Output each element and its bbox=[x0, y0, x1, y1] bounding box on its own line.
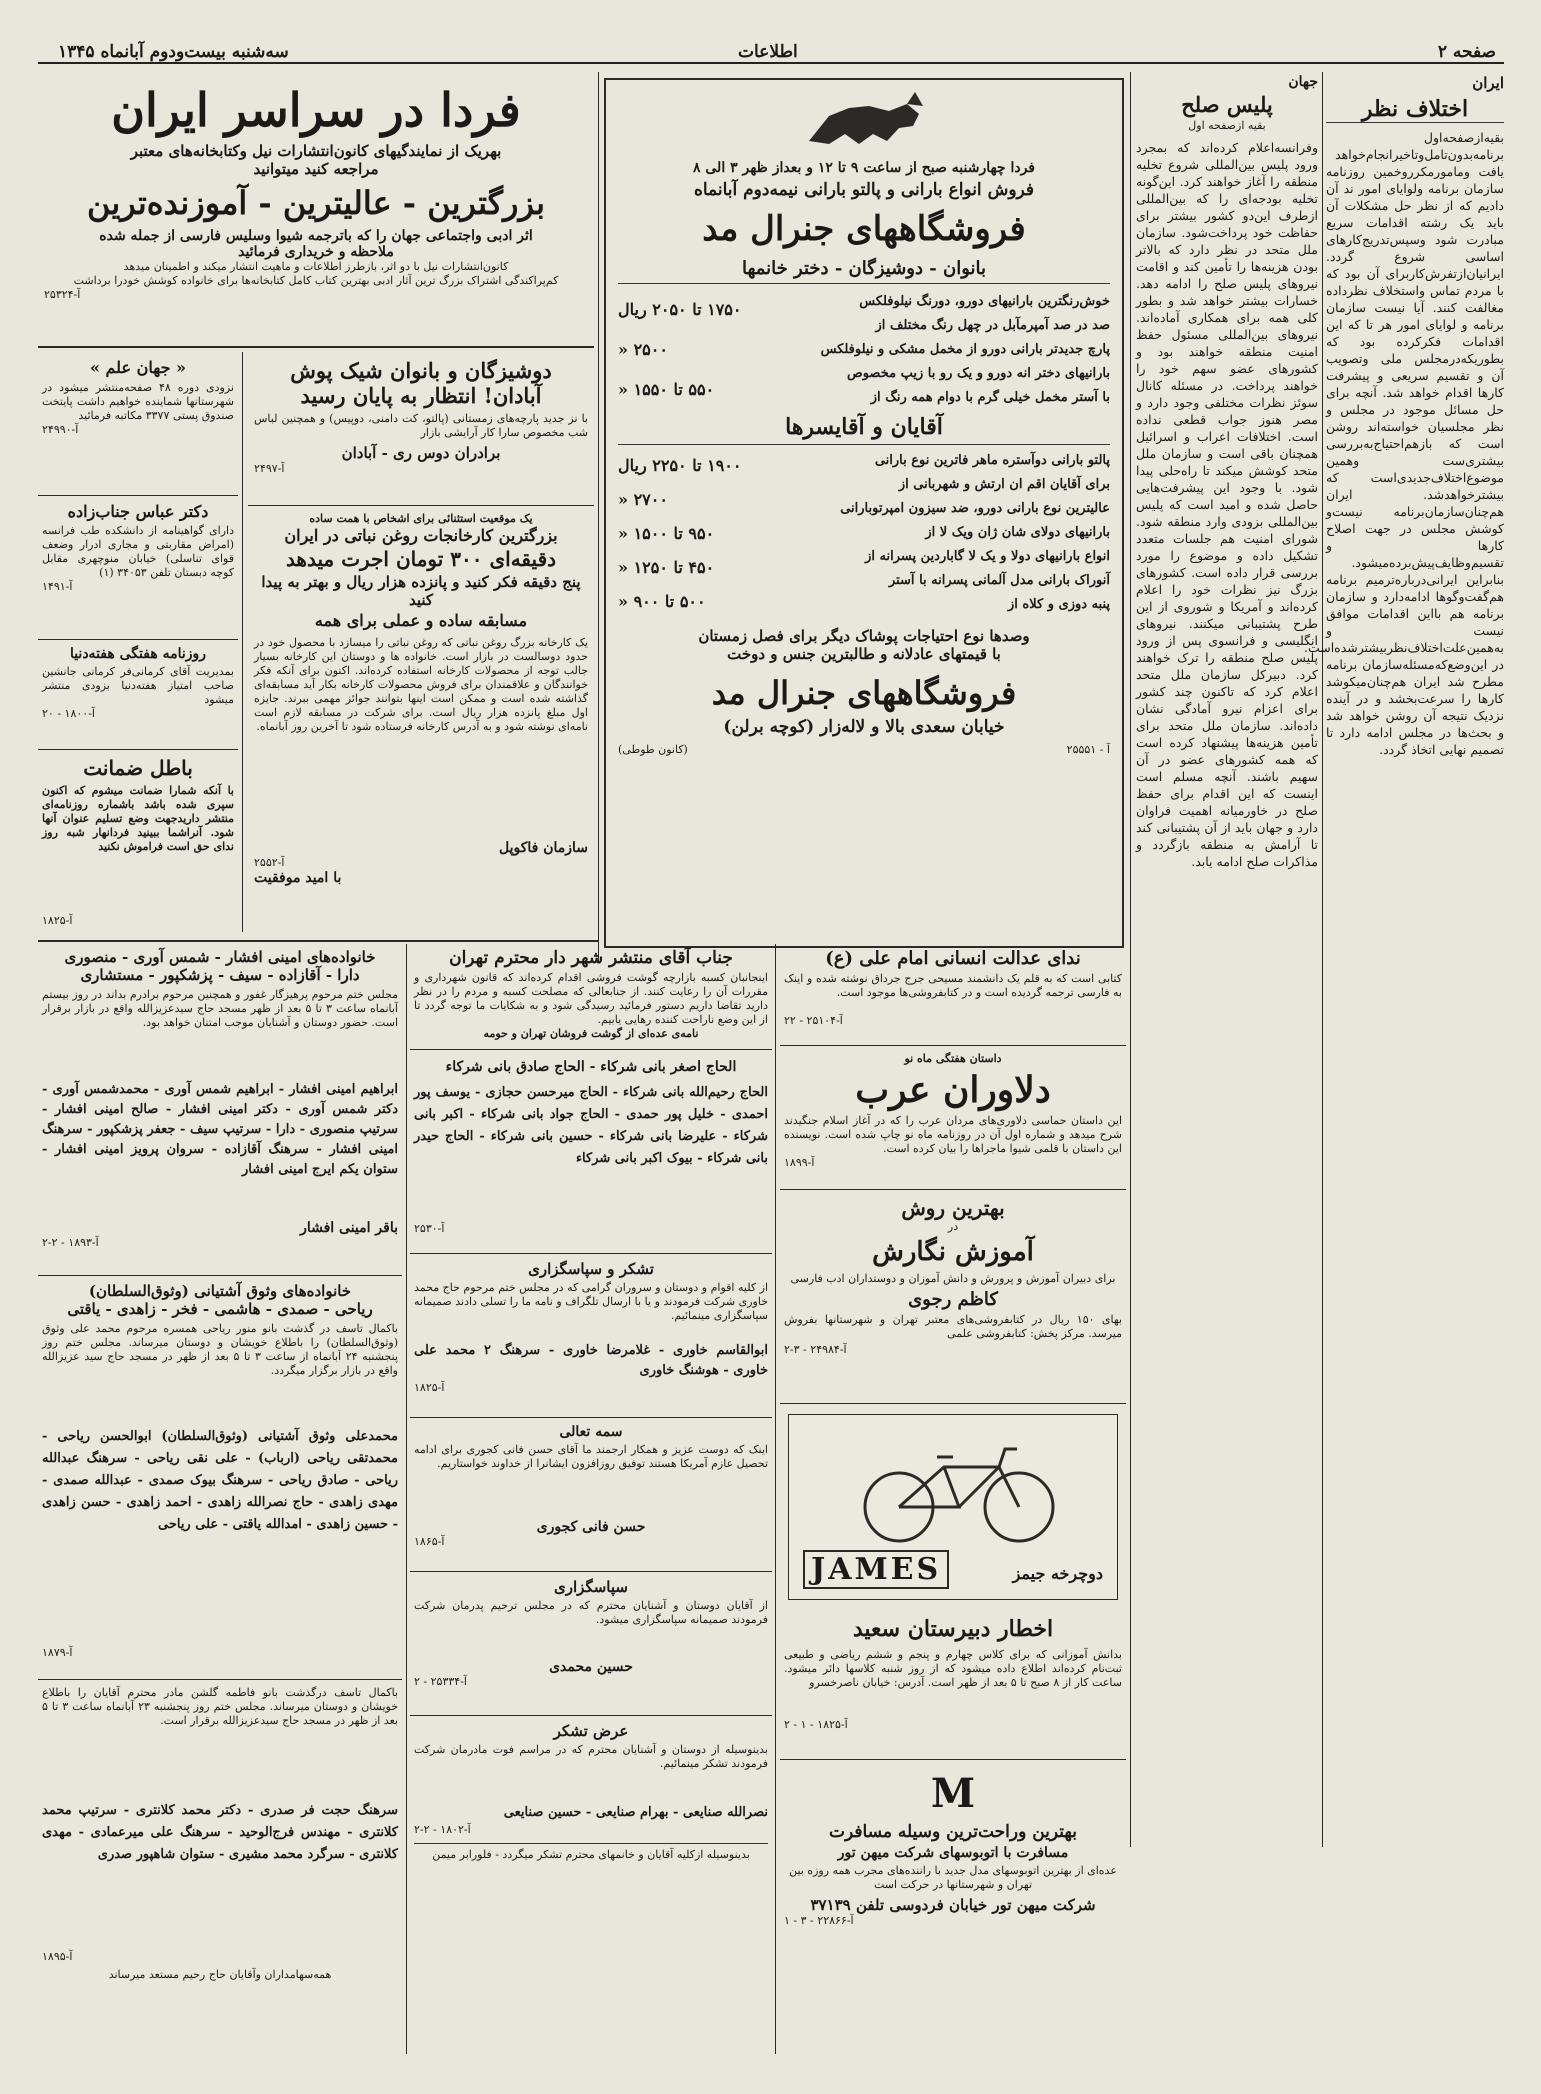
mihan-tour-ad bbox=[780, 1764, 1126, 2054]
ad-code: آ-۲۵۱۰۴ - ۲۲ bbox=[784, 1014, 843, 1027]
ad-code: آ-۲۲۸۶۶ - ۳ - ۱ bbox=[784, 1914, 854, 1927]
product-line: پنبه دوزی و کلاه از bbox=[1008, 597, 1110, 612]
ad-title-2: آموزش نگارش bbox=[872, 1237, 1034, 1267]
price: ۹۵۰ تا ۱۵۰۰ « bbox=[618, 524, 715, 543]
ad-note: (کانون طوطی) bbox=[618, 743, 688, 756]
column-rule bbox=[406, 944, 407, 2054]
product-line: برای آقایان اقم ان ارتش و شهربانی از bbox=[898, 477, 1110, 492]
ad-body: از آقایان دوستان و آشنایان محترم که در مجلس ترحیم پدرمان شرکت فرمودند صمیمانه سپاسگزاری میشود. bbox=[414, 1599, 768, 1626]
ad-body: نزودی دوره ۴۸ صفحه‌منتشر میشود در شهرستانها شماینده خواهیم داشت پایتخت صندوق پستی ۳۳۷۷ مکاتبه فرمائید bbox=[42, 381, 234, 422]
product-line: آنوراک بارانی مدل آلمانی پسرانه با آستر bbox=[888, 573, 1110, 588]
ad-names: ابوالقاسم خاوری - غلامرضا خاوری - سرهنگ ۲ محمد علی خاوری - هوشنگ خاوری bbox=[414, 1343, 768, 1378]
ad-body: این داستان حماسی دلاوری‌های مردان عرب را که در آغاز اسلام جنگیدند شرح میدهد و شماره اول آن در روزنامه ماه نو چاپ شده است. نویسنده این داستان با قلمی شیوا ماجراها را بیان کرده است. bbox=[784, 1114, 1122, 1155]
ad-title: خانواده‌های امینی افشار - شمس آوری - منصوری bbox=[64, 948, 376, 966]
ad-body: بدینوسیله از دوستان و آشنایان محترم که در مراسم فوت مادرمان شرکت فرمودند تشکر مینمائیم. bbox=[414, 1743, 768, 1770]
ad-title-3: پنج دقیقه فکر کنید و پانزده هزار ریال و بهتر به پیدا کنید bbox=[261, 573, 581, 609]
ad-title: الحاج اصغر بانی شرکاء - الحاج صادق بانی شرکاء bbox=[445, 1059, 737, 1075]
doctor-ad bbox=[38, 500, 238, 640]
nil-publishing-ad bbox=[38, 78, 594, 348]
price: ۴۵۰ تا ۱۲۵۰ « bbox=[618, 558, 715, 577]
obituary-amini bbox=[38, 946, 402, 1276]
ad-title: اخطار دبیرستان سعید bbox=[852, 1616, 1054, 1642]
ad-code: آ-۱۸۰۲ - ۲-۲ bbox=[414, 1823, 471, 1836]
price: ۱۹۰۰ تا ۲۲۵۰ ریال bbox=[618, 456, 742, 475]
ad-title: « جهان علم » bbox=[89, 358, 187, 377]
ad-title: تشکر و سپاسگزاری bbox=[528, 1260, 654, 1278]
sepas-notice bbox=[410, 1576, 772, 1716]
delavaran-arab-ad bbox=[780, 1050, 1126, 1190]
ad-body: دارای گواهینامه از دانشکده طب فرانسه (امراض مقاربتی و مجاری ادرار وضعف قوای تناسلی) خیابان منوچهری مقابل کوچه دبستان تلفن ۳۴۰۵۳ (۱) bbox=[42, 524, 234, 579]
ad-title-2: آبادان! انتظار به پایان رسید bbox=[300, 383, 542, 408]
ad-code: آ-۲۴۹۷ bbox=[254, 462, 285, 475]
ad-code: آ-۲۵۳۲۴ bbox=[44, 288, 81, 301]
audience: بانوان - دوشیزگان - دختر خانمها bbox=[618, 258, 1110, 284]
ad-line: ملاحظه و خریداری فرمائید bbox=[238, 244, 394, 260]
section-label: ایران bbox=[1472, 74, 1504, 92]
ad-title-2: ریاحی - صمدی - هاشمی - فخر - زاهدی - یاقتی bbox=[67, 1300, 373, 1318]
dabirestan-notice bbox=[780, 1610, 1126, 1760]
ad-caption: دوچرخه جیمز bbox=[1012, 1564, 1103, 1583]
zemanat-notice bbox=[38, 754, 238, 934]
ad-footer: بدینوسیله ازکلیه آقایان و خانمهای محترم تشکر میگردد - فلورابر میمن bbox=[414, 1843, 768, 1862]
ad-author: کاظم رجوی bbox=[908, 1289, 998, 1310]
ad-code: آ-۲۴۹۹۰ bbox=[42, 423, 79, 436]
store-address: خیابان سعدی بالا و لاله‌زار (کوچه برلن) bbox=[723, 717, 1005, 737]
ad-code: آ-۱۴۹۱ bbox=[42, 580, 73, 593]
ad-kicker: داستان هفتگی ماه نو bbox=[904, 1052, 1002, 1065]
ad-sign: سازمان فاکوپل bbox=[498, 840, 588, 856]
ad-body: الحاج رحیم‌الله بانی شرکاء - الحاج میرحسن حجازی - یوسف پور احمدی - خلیل پور حمدی - الحاج جواد بانی شرکاء - اکبر بانی شرکاء - علیرضا بانی شرکاء - حسین بانی شرکاء - الحاج حیدر بانی شرکاء - بیوک اکبر بانی شرکاء bbox=[414, 1085, 768, 1166]
ad-body: باکمال تاسف در گذشت بانو منور ریاحی همسره مرحوم محمد علی وثوق (وثوق‌السلطان) را باطلاع خویشان و دوستان میرساند. مجلس ختم روز پنجشنبه ۲۴ آبانماه از ساعت ۳ تا ۵ بعد از ظهر در مسجد حاج سید عزیزالله واقع در بازار برگزار میگردد. bbox=[42, 1322, 399, 1377]
article-subtitle: بقیه ازصفحه اول bbox=[1188, 119, 1266, 132]
sharaka-notice bbox=[410, 1054, 772, 1254]
ad-title: خانواده‌های وثوق آشتیانی (وثوق‌السلطان) bbox=[88, 1282, 352, 1300]
ad-title-4: مسابقه ساده و عملی برای همه bbox=[314, 611, 528, 630]
ad-title: بهترین روش bbox=[901, 1196, 1005, 1220]
ad-sign: حسن فانی کجوری bbox=[536, 1519, 646, 1535]
ad-title: سمه تعالی bbox=[559, 1424, 623, 1440]
ad-sub: مسافرت با اتوبوسهای شرکت میهن تور bbox=[837, 1845, 1069, 1861]
lion-logo-icon bbox=[789, 86, 939, 156]
ad-footer: همه‌سهامداران وآقایان حاج رحیم مستعد میرساند bbox=[108, 1968, 332, 1981]
ad-code: آ-۱۸۰۰ - ۲۰ bbox=[42, 707, 95, 720]
ad-title: باطل ضمانت bbox=[83, 756, 193, 780]
store-name-2: فروشگاههای جنرال مد bbox=[711, 674, 1017, 712]
price: ۲۵۰۰ « bbox=[618, 340, 668, 359]
price: ۲۷۰۰ « bbox=[618, 490, 668, 509]
company-logo: M bbox=[930, 1770, 976, 1817]
ad-title: جناب آقای منتشر شهر دار محترم تهران bbox=[449, 948, 733, 968]
dushizegan-ad bbox=[248, 356, 594, 506]
product-line: با آستر مخمل خیلی گرم با دوام همه رنگ از bbox=[870, 390, 1110, 405]
ad-code: آ-۱۸۹۳ - ۲-۲ bbox=[42, 1236, 99, 1249]
ad-names: نصرالله صنایعی - بهرام صنایعی - حسین صنایعی bbox=[503, 1805, 768, 1820]
ad-body: کتابی است که به قلم یک دانشمند مسیحی جرج جرداق نوشته شده و اینک به فارسی ترجمه گردیده است و در کتابفروشی‌ها موجود است. bbox=[784, 972, 1122, 999]
page-number: صفحه ۲ bbox=[1437, 42, 1496, 62]
ad-body: باکمال تاسف درگذشت بانو فاطمه گلشن مادر محترم آقایان را باطلاع خویشان و دوستان میرساند. مجلس ختم روز پنجشنبه ۲۳ آبانماه ساعت ۳ تا ۵ بعد از ظهر در مسجد حاج سیدعزیزالله برقرار است. bbox=[42, 1686, 398, 1727]
ad-body: بمدیریت آقای کرمانی‌فر کرمانی جانشین صاحب امتیاز هفته‌دنیا بزودی منتشر میشود bbox=[42, 665, 234, 706]
ad-title-2: بزرگترین - عالیترین - آموزنده‌ترین bbox=[86, 184, 546, 222]
ad-body: با نز جدید پارچه‌های زمستانی (پالتو، کت دامنی، دوپیس) و همچنین لباس شب مخصوص سارا کار آرایشی بازار bbox=[254, 412, 588, 439]
ad-code: آ - ۲۵۵۵۱ bbox=[1066, 743, 1110, 756]
product-line: خوش‌رنگترین بارانیهای دورو، دورنگ نیلوفلکس bbox=[859, 294, 1110, 309]
article-body: وفرانسه‌اعلام کرده‌اند که بمجرد ورود پلیس بین‌المللی شروع تخلیه منطقه را آغاز خواهند کرد. این‌گونه تخلیه بودجه‌ای را که بین‌المللی ازطرف این‌دو کشور بیشتر برای حفاظت خود پرداخت‌شود. سازمان ملل متحد در نظر دارد که بالاتر بودن هزینه‌ها را تأمین کند و اقامت نیروهای پلیس صلح را ادامه دهد. خسارات بیشتر خواهد شد و بطور کلی همه برای همکاری آماده‌اند. نیروهای بین‌المللی مسئول حفظ امنیت منطقه خواهند بود و کشورهای عضو سهم خود را خواهند پرداخت. در مسئله کانال سوئز نظرات مختلفی وجود دارد و مصر هنوز جواب قطعی نداده است. اختلافات اعراب و اسرائیل همچنان باقی است و سازمان ملل متحد کوشش میکند تا راه‌حلی پیدا شود. با وجود این پیشرفت‌هایی حاصل شده و امید است که پلیس بین‌المللی بزودی وارد منطقه شود. شورای امنیت هم جلسات متعدد تشکیل داده و موضوع را مورد بررسی قرار داده است. کشورهای بزرگ نیز نظرات خود را اعلام کرده‌اند و آمریکا و شوروی از این طرح پشتیبانی میکنند. نیروهای انگلیسی و فرانسوی پس از ورود پلیس صلح منطقه را ترک خواهند کرد. دبیرکل سازمان ملل متحد اعلام کرد که تاکنون چند کشور برای اعزام نیرو آمادگی نشان داده‌اند. سازمان ملل متحد برای تأمین هزینه‌ها پیشنهاد کرده است که همه کشورهای عضو در آن سهیم باشند. آنچه مسلم است اینست که این اقدام برای حفظ صلح در خاورمیانه اهمیت فراوان دارد و جهان باید از آن پشتیبانی کند تا آرامش به منطقه بازگردد و مذاکرات صلح ادامه یابد. bbox=[1136, 140, 1318, 869]
product-line: پالتو بارانی دوآستره ماهر فاترین نوع بارانی bbox=[874, 453, 1110, 468]
ad-title: فردا در سراسر ایران bbox=[111, 83, 521, 137]
ad-title: ندای عدالت انسانی امام علی (ع) bbox=[825, 948, 1081, 969]
ad-code: آ-۱۸۶۵ bbox=[414, 1535, 445, 1548]
nedaye-edalat-ad bbox=[780, 946, 1126, 1046]
ad-line: اثر ادبی واجتماعی جهان را که باترجمه شیوا وسلیس فارسی از جمله شده bbox=[99, 228, 533, 244]
ad-code: آ-۱۸۲۵ bbox=[42, 914, 73, 927]
section-label: جهان bbox=[1288, 74, 1318, 90]
ad-title: بزرگترین کارخانجات روغن نباتی در ایران bbox=[284, 526, 558, 545]
ad-sign: باقر امینی افشار bbox=[300, 1220, 398, 1236]
winter-line: وصدها نوع احتیاجات پوشاک دیگر برای فصل زمستان bbox=[698, 627, 1030, 645]
arz-tashakor bbox=[410, 1720, 772, 2054]
ad-code: آ-۱۸۷۹ bbox=[42, 1646, 73, 1659]
world-column bbox=[1136, 74, 1318, 1874]
ad-body: یک کارخانه بزرگ روغن نباتی که روغن نباتی را میسازد با محصول خود در حدود دوسالست در بازار است. خانواده ها و دوستان این کارخانه بسیار جالب توجه از محصولات کارخانه استفاده کرده‌اند. اکنون برای آنکه فکر خوانندگان و علاقمندان برای فروش محصولات کارخانه بکار آید مسابقه‌ای گذاشته شده است و ممکن است اینها بتوانند جوائز مهمی ببرند. جایزه اول مبلغ پانزده هزار ریال است. برای شرکت در مسابقه لازم است نامه‌ای نوشته شود و به آدرس کارخانه فرستاده شود تا آخرین روز آبانماه. bbox=[254, 636, 588, 733]
ad-sign: نامه‌ی عده‌ای از گوشت فروشان تهران و حومه bbox=[483, 1027, 699, 1040]
ad-body: اینک که دوست عزیز و همکار ارجمند ما آقای حسن فانی کجوری برای ادامه تحصیل عازم آمریکا هستند توفیق روزافزون ایشانرا از خداوند خواستاریم. bbox=[414, 1443, 768, 1470]
ad-body: عده‌ای از بهترین اتوبوسهای مدل جدید با راننده‌های مجرب همه روزه بین تهران و شهرستانها در حرکت است bbox=[789, 1864, 1117, 1891]
ad-code: آ-۲۴۹۸۴ - ۳-۲ bbox=[784, 1343, 847, 1356]
product-line: بارانیهای دختر انه دورو و یک رو با زیپ مخصوص bbox=[846, 366, 1110, 381]
ad-code: آ-۱۸۹۵ bbox=[42, 1950, 73, 1963]
column-rule bbox=[242, 352, 243, 932]
column-rule bbox=[1322, 72, 1323, 1847]
store-name: فروشگاههای جنرال مد bbox=[702, 209, 1026, 249]
ad-code: آ-۲۵۳۰ bbox=[414, 1222, 445, 1235]
ad-body: از کلیه اقوام و دوستان و سروران گرامی که در مجلس ختم مرحوم حاج محمد خاوری شرکت فرمودند و یا با ارسال تلگراف و نامه ما را تسلی دادند صمیمانه سپاسگزاری مینمائیم. bbox=[414, 1281, 768, 1322]
price: ۵۰۰ تا ۹۰۰ « bbox=[618, 592, 706, 611]
ad-code: آ-۲۵۵۲ bbox=[254, 856, 285, 869]
ad-title: دلاوران عرب bbox=[855, 1069, 1051, 1111]
ad-title: عرض تشکر bbox=[553, 1722, 629, 1740]
ad-small: در bbox=[947, 1220, 959, 1233]
ad-code: آ-۱۸۲۵ bbox=[414, 1381, 445, 1394]
jenab-letter bbox=[410, 946, 772, 1050]
ad-body: اینجانبان کسبه بازارچه گوشت فروشی اقدام کرده‌اند که قانون شهرداری و مقررات آن را رعایت کنند. از جنابعالی که مصلحت کسبه و مردم را در نظر دارید تقاضا داریم دستور فرمائید رسیدگی شود و به شکایات ما توجه گردد تا از این وضع ناراحت کننده رهایی یابیم. bbox=[414, 971, 768, 1026]
ad-title-2: دقیقه‌ای ۳۰۰ تومان اجرت میدهد bbox=[285, 547, 557, 571]
ad-code: آ-۲۵۳۳۴ - ۲ bbox=[414, 1675, 467, 1688]
article-title: اختلاف نظر bbox=[1326, 96, 1504, 123]
ad-names: ابراهیم امینی افشار - ابراهیم شمس آوری - محمدشمس آوری - دکتر شمس آوری - دکتر امینی افشار - صالح امینی افشار - سرتیپ منصوری - دارا - سرتیپ سیف - جعفر پزشکپور - سرهنگ امینی افشار - سرهنگ آقازاده - سروان پرویز امینی افشار - ستوان یکم ایرج امینی افشار bbox=[42, 1082, 398, 1177]
page-header bbox=[38, 34, 1504, 64]
ad-names: سرهنگ حجت فر صدری - دکتر محمد کلانتری - سرتیپ محمد کلانتری - مهندس فرج‌الوحید - سرهنگ علی میرعمادی - مهدی کلانتری - سرگرد محمد مشیری - ستوان شاهپور صدری bbox=[42, 1803, 398, 1862]
ad-body: برای دبیران آموزش و پرورش و دانش آموزان و دوستداران ادب فارسی bbox=[790, 1272, 1116, 1285]
ad-sign: حسین محمدی bbox=[549, 1659, 633, 1675]
ad-line: کانون‌انتشارات نیل با دو اثر، بازطرز اطلاعات و ماهیت انتشار میکند و اطمینان میدهد bbox=[123, 260, 509, 273]
product-line: پارچ جدیدتر بارانی دورو از مخمل مشکی و نیلوفلکس bbox=[820, 342, 1110, 357]
ad-body: بدانش آموزانی که برای کلاس چهارم و پنجم و ششم ریاضی و طبیعی ثبت‌نام کرده‌اند اطلاع داده میشود که از روز شنبه کلاسها دائر میشود. ساعت کار از ۸ صبح تا ۵ بعد از ظهر است. آدرس: خیابان ناصرخسرو bbox=[784, 1648, 1122, 1689]
brand-name: JAMES bbox=[803, 1550, 949, 1589]
section-men: آقایان و آقایسرها bbox=[618, 414, 1110, 445]
james-bicycle-ad bbox=[788, 1414, 1118, 1600]
thanks-khavari bbox=[410, 1258, 772, 1418]
ad-title: روزنامه هفتگی هفته‌دنیا bbox=[69, 646, 207, 662]
article-title: پلیس صلح bbox=[1181, 92, 1273, 117]
ad-address: شرکت میهن تور خیابان فردوسی تلفن ۳۷۱۳۹ bbox=[810, 1896, 1096, 1914]
obituary-vosough bbox=[38, 1280, 402, 1680]
jahan-elm-ad bbox=[38, 356, 238, 496]
ad-title: دوشیزگان و بانوان شیک پوش bbox=[290, 358, 552, 383]
ad-body: مجلس ختم مرحوم پرهیزگار غفور و همچنین مرحوم برادرم بداند در روز بیستم آبانماه ساعت ۳ تا ۵ بعد از ظهر مسجد حاج سیدعزیزالله واقع در بازار برقرار است. حضور دوستان و آشنایان موجب امتنان خواهد بود. bbox=[42, 988, 398, 1029]
bicycle-icon bbox=[849, 1427, 1069, 1547]
ad-title: سپاسگزاری bbox=[554, 1578, 628, 1596]
general-mod-ad bbox=[604, 78, 1124, 948]
sale-time: فردا چهارشنبه صبح از ساعت ۹ تا ۱۲ و بعداز ظهر ۳ الی ۸ bbox=[692, 160, 1035, 176]
ad-sign: برادران دوس ری - آبادان bbox=[341, 444, 501, 462]
product-line: عالیترین نوع بارانی دورو، ضد سیزون امپرتوبارانی bbox=[840, 501, 1110, 516]
ad-title-2: دارا - آقازاده - سیف - پزشکپور - مستشاری bbox=[80, 966, 360, 984]
ad-line: مراجعه کنید میتوانید bbox=[253, 160, 379, 178]
price: ۱۷۵۰ تا ۲۰۵۰ ریال bbox=[618, 300, 742, 319]
column-rule bbox=[775, 944, 776, 2054]
obituary-kalantari bbox=[38, 1684, 402, 2054]
product-line: انواع بارانیهای دولا و یک لا گاباردین پسرانه از bbox=[865, 549, 1110, 564]
ad-line: کم‌پراکندگی اشتراک بزرگ ترین آثار ادبی بهترین کتاب ‌کامل کتابخانه‌ها برای خانواده کوشش خودرا برداشت bbox=[73, 274, 559, 287]
section-rule bbox=[38, 940, 598, 942]
vegetable-oil-contest bbox=[248, 510, 594, 940]
ad-body-2: بهای ۱۵۰ ریال در کتابفروشی‌های معتبر تهران و شهرستانها بفروش میرسد. مرکز پخش: کتابفروشی علمی bbox=[784, 1313, 1122, 1340]
ad-title: بهترین وراحت‌ترین وسیله مسافرت bbox=[829, 1822, 1077, 1842]
soheil-notice bbox=[410, 1422, 772, 1572]
ad-line: بهریک از نمایندگیهای کانون‌انتشارات نیل وکتابخانه‌های معتبر bbox=[130, 142, 502, 160]
ad-intro: یک موقعیت استثنائی برای اشخاص با همت ساده bbox=[309, 512, 533, 525]
product-line: بارانیهای دولای شان ژان ویک لا از bbox=[925, 525, 1110, 540]
ad-code: آ-۱۸۲۵ - ۱ - ۲ bbox=[784, 1718, 848, 1731]
ravesh-negaresh-ad bbox=[780, 1194, 1126, 1404]
issue-date: سه‌شنبه بیست‌ودوم آبانماه ۱۳۴۵ bbox=[58, 42, 289, 62]
article-body: بقیه‌ازصفحه‌اول برنامه‌بدون‌تامل‌وتاخیرانجام‌خواهد یافت ومامورمکرروخمین روزنامه سازمان برنامه ولوایای امور ند آن دادیم که از نظر حل مشکلات آن باید یک رشته اقدامات سریع مبادرت شود وسپس‌تدریج‌کارهای اساسی شروع گردد. ایرانیان‌ازتفرش‌کاربرای آن بود که با مردم تماس واستخلاف نظرداده مغالفت کنند. آیا نیست سازمان برنامه و لوایای امور هر تا که این اقدامات فکرکرده بود که بطوریکه‌درمجلس ملی وتصویب آن و تقسیم سریعی و پیشرفت کارها اقدام خواهد شد. آنچه برای حل مسائل موجود در مجلس و نظر مجلسیان خواسته‌اند روشن است که بازهم‌احتیاج‌به‌بررسی بیشتری‌ست وهمین موضوع‌اختلاف‌جدیدی‌است که بیشترخواهدشد. ایران هم‌چنان‌سازمان‌برنامه نیست‌و کوشش مجلس در جهت اصلاح کارها و تقسیم‌وظایف‌پیش‌برده‌میشود. بنابراین ایرانی‌درباره‌ترمیم برنامه هم‌گفت‌وگوها ادامه‌دارد و سازمان برنامه هم بااین اقدامات موافق نیست و به‌همین‌علت‌اختلاف‌نظربیشترشده‌است. در این‌وضع‌که‌مسئله‌سازمان برنامه مطرح شد ایران هم‌چنان‌میکوشد کارها را سرعت‌بخشد و در آینده نزدیک نتیجه آن روشن خواهد شد و بحث‌ها در مجلس ادامه دارد تا تصمیم نهایی اتخاذ گردد. bbox=[1303, 130, 1504, 757]
sale-title: فروش انواع بارانی و پالتو بارانی نیمه‌دوم آبانماه bbox=[693, 180, 1035, 200]
paper-name: اطلاعات bbox=[738, 42, 798, 62]
ad-code: آ-۱۸۹۹ bbox=[784, 1156, 815, 1169]
ad-title: دکتر عباس جناب‌زاده bbox=[67, 502, 209, 521]
column-rule bbox=[1130, 72, 1131, 1847]
ad-footer: با امید موفقیت bbox=[254, 870, 342, 886]
winter-line-2: با قیمتهای عادلانه و طالبترین جنس و دوخت bbox=[727, 645, 1001, 663]
ad-names: محمدعلی وثوق آشتیانی (وثوق‌السلطان) ابوالحسن ریاحی - محمدتقی ریاحی (ارباب) - علی نقی ریاحی - سرهنگ عبدالله ریاحی - صادق ریاحی - سرهنگ بیوک صمدی - عبدالله صمدی - مهدی زاهدی - حاج نصرالله زاهدی - احمد زاهدی - حسن زاهدی - حسین زاهدی - امدالله یاقتی - علی ریاحی bbox=[42, 1429, 398, 1532]
column-rule bbox=[598, 72, 599, 962]
hafte-donya-ad bbox=[38, 644, 238, 750]
product-line: صد در صد آمپرمآبل در چهل رنگ مختلف از bbox=[875, 318, 1110, 333]
price: ۵۵۰ تا ۱۵۵۰ « bbox=[618, 380, 715, 399]
ad-body: با آنکه شمارا ضمانت میشوم که اکنون سپری شده باشد باشماره روزنامه‌ای منتشر داریدجهت وضع تسلیم عنوان آنها شود. آنراشما ببینید فردانهار شبه روز ندای حق است فراموش نکنید bbox=[42, 784, 234, 853]
